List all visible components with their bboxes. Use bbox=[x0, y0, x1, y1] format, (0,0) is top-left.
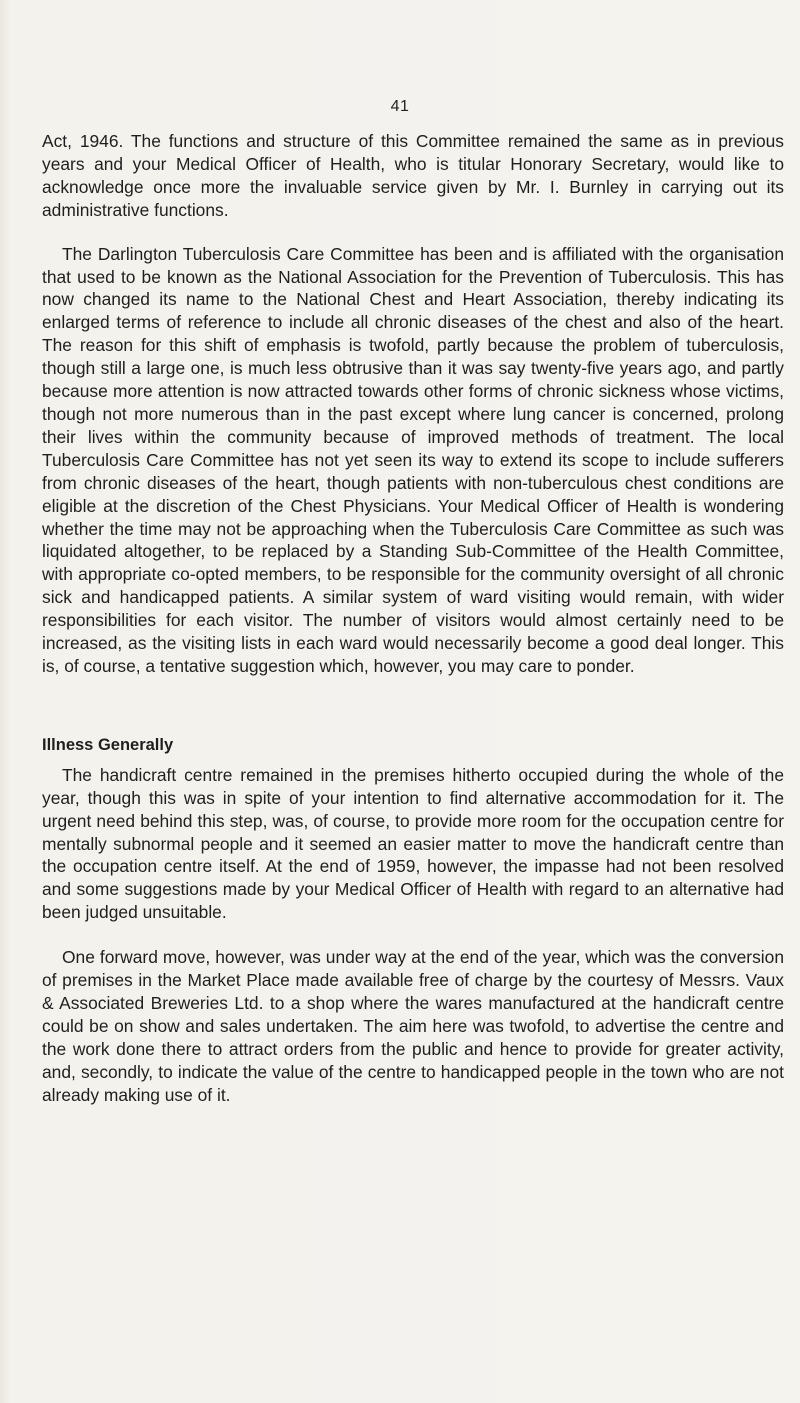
body-text bbox=[42, 130, 784, 1107]
page-number: 41 bbox=[390, 98, 410, 115]
paragraph-market-place-shop: One forward move, however, was under way at the end of the year, which was the conversion of premises in the Market Place made available free of charge by the courtesy of Messrs. Vaux & Associated Breweries Ltd. to a shop where the wares manufactured at the handicraft centre could be on show and sales undertaken. The aim here was twofold, to advertise the centre and the work done there to attract orders from the public and hence to provide for greater activity, and, secondly, to indicate the value of the centre to handicapped people in the town who are not already making use of it. bbox=[42, 947, 784, 1105]
paragraph-committee-continuation: Act, 1946. The functions and structure of this Committee remained the same as in previous years and your Medical Officer of Health, who is titular Honorary Secretary, would like to acknowledge once more the invaluable service given by Mr. I. Burnley in carrying out its administrative functions. bbox=[42, 131, 784, 220]
paragraph-handicraft-centre: The handicraft centre remained in the premises hitherto occupied during the whole of the year, though this was in spite of your intention to find alternative accommodation for it. The urgent need behind this step, was, of course, to provide more room for the occupation centre for mentally subnormal people and it seemed an easier matter to move the handicraft centre than the occupation centre itself. At the end of 1959, however, the impasse had not been resolved and some suggestions made by your Medical Officer of Health with regard to an alternative had been judged unsuitable. bbox=[42, 764, 784, 923]
paragraph-tuberculosis-care-committee: The Darlington Tuberculosis Care Committee has been and is affiliated with the organisation that used to be known as the National Association for the Prevention of Tuberculosis. This has now changed its name to the National Chest and Heart Association, thereby indicating its enlarged terms of reference to include all chronic diseases of the chest and also of the heart. The reason for this shift of emphasis is twofold, partly because the problem of tuberculosis, though still a large one, is much less obtrusive than it was say twenty-five years ago, and partly because more attention is now attracted towards other forms of chronic sickness whose victims, though not more numerous than in the past except where lung cancer is concerned, prolong their lives within the community because of improved methods of treatment. The local Tuberculosis Care Committee has not yet seen its way to extend its scope to include sufferers from chronic diseases of the heart, though patients with non-tuberculous chest conditions are eligible at the discretion of the Chest Physicians. Your Medical Officer of Health is wondering whether the time may not be approaching when the Tuberculosis Care Committee as such was liquidated altogether, to be replaced by a Standing Sub-Committee of the Health Committee, with appropriate co-opted members, to be responsible for the community oversight of all chronic sick and handicapped patients. A similar system of ward visiting would remain, with wider responsibilities for each visitor. The number of visitors would almost certainly need to be increased, as the visiting lists in each ward would necessarily become a good deal longer. This is, of course, a tentative suggestion which, however, you may care to ponder. bbox=[42, 243, 784, 676]
section-heading-illness-generally: Illness Generally bbox=[42, 735, 174, 754]
